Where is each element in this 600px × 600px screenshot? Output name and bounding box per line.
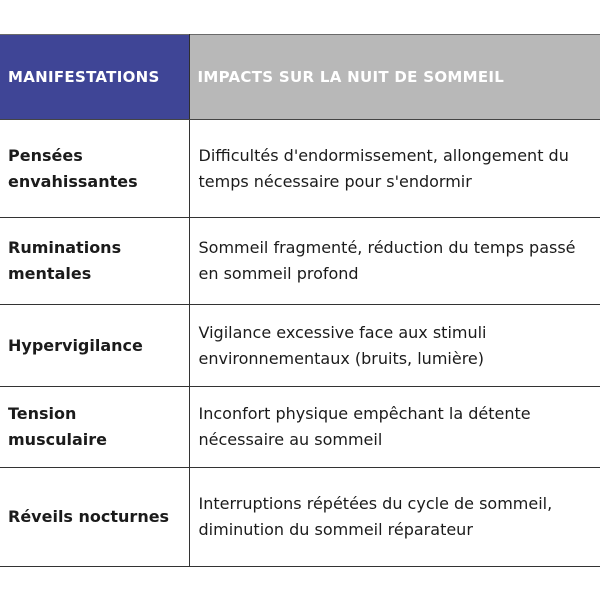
sleep-impacts-table (0, 34, 600, 567)
header-impacts: IMPACTS SUR LA NUIT DE SOMMEIL (189, 35, 600, 120)
impact-cell: Inconfort physique empêchant la détente nécessaire au sommeil (189, 387, 600, 468)
manifestation-cell: Réveils nocturnes (0, 468, 189, 567)
manifestation-cell: Tension musculaire (0, 387, 189, 468)
table-row (0, 120, 600, 218)
header-manifestations: MANIFESTATIONS (0, 35, 189, 120)
impact-cell: Sommeil fragmenté, réduction du temps passé en sommeil profond (189, 218, 600, 305)
impact-cell: Difficultés d'endormissement, allongement du temps nécessaire pour s'endormir (189, 120, 600, 218)
impact-cell: Vigilance excessive face aux stimuli environnementaux (bruits, lumière) (189, 305, 600, 387)
table-row (0, 468, 600, 567)
table-row (0, 218, 600, 305)
impact-cell: Interruptions répétées du cycle de sommeil, diminution du sommeil réparateur (189, 468, 600, 567)
table-header-row (0, 35, 600, 120)
table-row (0, 387, 600, 468)
table-row (0, 305, 600, 387)
manifestation-cell: Ruminations mentales (0, 218, 189, 305)
manifestation-cell: Pensées envahissantes (0, 120, 189, 218)
manifestation-cell: Hypervigilance (0, 305, 189, 387)
